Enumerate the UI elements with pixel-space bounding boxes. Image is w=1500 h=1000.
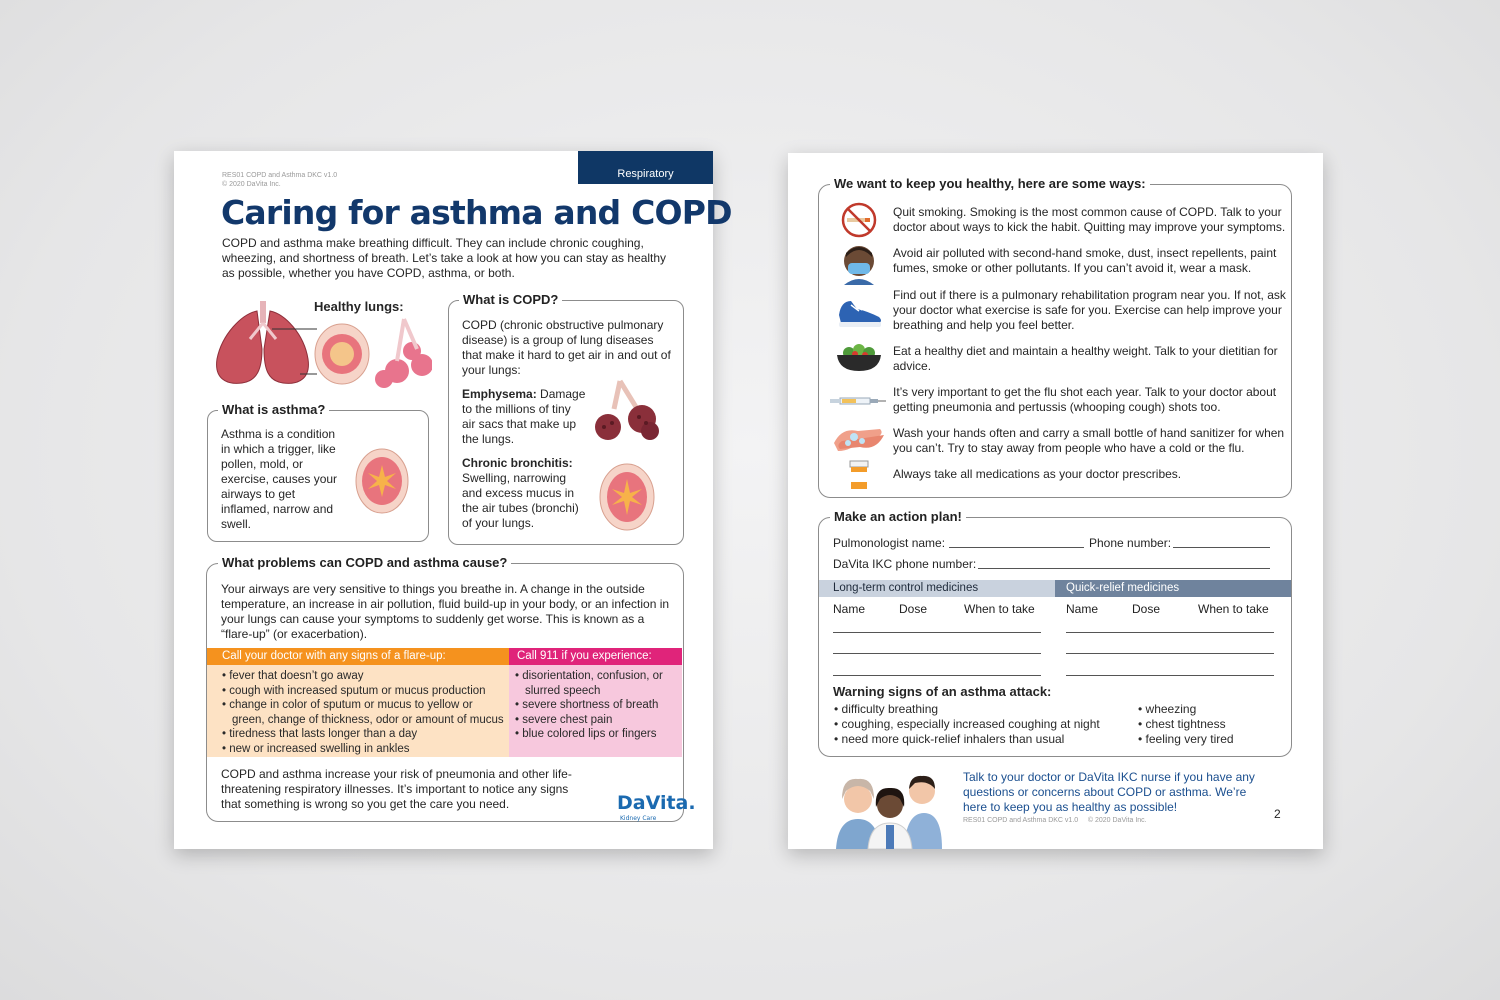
- no-smoking-icon: [839, 201, 879, 239]
- syringe-icon: [828, 393, 886, 409]
- tip-wash-hands: Wash your hands often and carry a small bottle of hand sanitizer for when you can’t. Try to stay away from people who have a cold or the flu.: [893, 426, 1285, 455]
- pill-bottle-icon: [848, 459, 870, 491]
- what-is-asthma-title: What is asthma?: [218, 402, 329, 417]
- tip-medications: Always take all medications as your doctor prescribes.: [893, 467, 1182, 481]
- emphysema-text: Emphysema: Damage to the millions of tiny air sacs that make up the lungs.: [462, 387, 586, 446]
- quick-relief-col-dose: Dose: [1132, 602, 1161, 616]
- quick-relief-col-name: Name: [1066, 602, 1099, 616]
- list-item: • disorientation, confusion, or slurred speech: [515, 670, 663, 697]
- sneaker-icon: [835, 295, 885, 329]
- phone-field[interactable]: [1173, 547, 1270, 548]
- quick-relief-header: Quick-relief medicines: [1055, 580, 1291, 597]
- list-item: • coughing, especially increased coughing at night: [834, 717, 1100, 731]
- tip-quit-smoking: Quit smoking. Smoking is the most common cause of COPD. Talk to your doctor about ways to kick the habit. Quitting may improve your symptoms.: [893, 205, 1286, 234]
- davita-logo-subtitle: Kidney Care: [620, 815, 657, 822]
- handout-page-1: [174, 151, 732, 849]
- what-is-copd-title: What is COPD?: [459, 292, 562, 307]
- pulmonologist-field[interactable]: [949, 547, 1084, 548]
- hand-washing-icon: [832, 421, 886, 457]
- list-item: • wheezing: [1138, 702, 1197, 716]
- list-item: • fever that doesn’t go away: [222, 670, 364, 682]
- list-item: • change in color of sputum or mucus to yellow or green, change of thickness, odor or amount of mucus: [222, 699, 504, 726]
- emphysema-air-sacs-icon: [592, 379, 664, 443]
- long-term-header: Long-term control medicines: [819, 580, 1055, 597]
- category-tab: Respiratory: [578, 151, 713, 184]
- warning-signs-list-left: [834, 702, 1134, 747]
- intro-text: COPD and asthma make breathing difficult. They can include chronic coughing, wheezing, and shortness of breath. Let’s take a look at how you can stay as healthy as possible, whether you have COPD, asthma, or both.: [222, 236, 667, 280]
- inflamed-bronchi-icon: [598, 459, 656, 531]
- handout-page-2: [788, 153, 1323, 849]
- phone-label: Phone number:: [1089, 536, 1172, 550]
- care-team-illustration-icon: [834, 767, 944, 849]
- quick-relief-row-line[interactable]: [1066, 653, 1274, 654]
- list-item: • severe shortness of breath: [515, 699, 659, 711]
- long-term-col-dose: Dose: [899, 602, 928, 616]
- long-term-row-line[interactable]: [833, 675, 1041, 676]
- tip-pulmonary-rehab: Find out if there is a pulmonary rehabilitation program near you. If not, ask your doctor what exercise is safe for you. Exercise can help improve your breathing and help you feel better.: [893, 288, 1286, 332]
- long-term-col-when: When to take: [964, 602, 1035, 616]
- page-number: 2: [1274, 807, 1281, 821]
- face-mask-icon: [840, 243, 878, 285]
- ikc-phone-label: DaVita IKC phone number:: [833, 557, 977, 571]
- list-item: • feeling very tired: [1138, 732, 1234, 746]
- list-item: • tiredness that lasts longer than a day: [222, 728, 418, 740]
- copyright: © 2020 DaVita Inc.: [222, 181, 281, 188]
- quick-relief-row-line[interactable]: [1066, 632, 1274, 633]
- what-is-copd-text: COPD (chronic obstructive pulmonary disease) is a group of lung diseases that make it hard to get air in and out of your lungs:: [462, 318, 671, 377]
- list-item: • need more quick-relief inhalers than usual: [834, 732, 1065, 746]
- healthy-lungs-illustration-icon: [212, 299, 432, 389]
- what-is-asthma-text: Asthma is a condition in which a trigger, like pollen, mold, or exercise, causes your airways to get inflamed, narrow and swell.: [221, 427, 338, 531]
- quick-relief-col-when: When to take: [1198, 602, 1269, 616]
- healthy-ways-title: We want to keep you healthy, here are some ways:: [830, 176, 1150, 191]
- davita-logo: DaVita.: [617, 792, 696, 814]
- problems-title: What problems can COPD and asthma cause?: [218, 555, 511, 570]
- long-term-col-name: Name: [833, 602, 866, 616]
- list-item: • severe chest pain: [515, 713, 613, 726]
- list-item: • blue colored lips or fingers: [515, 728, 657, 740]
- problems-text: Your airways are very sensitive to things you breathe in. A change in the outside temperature, an increase in air pollution, fluid build-up in your body, or an infection in your lungs can cause your symptoms to suddenly get worse. This is known as a “flare-up” (or exacerbation).: [221, 582, 670, 641]
- inflamed-airway-icon: [354, 443, 410, 515]
- action-plan-title: Make an action plan!: [830, 509, 966, 524]
- call-911-header: Call 911 if you experience:: [509, 648, 682, 665]
- chronic-bronchitis-text: Chronic bronchitis: Swelling, narrowing and excess mucus in the air tubes (bronchi) of your lungs.: [462, 456, 579, 530]
- long-term-row-line[interactable]: [833, 632, 1041, 633]
- list-item: • new or increased swelling in ankles: [222, 742, 410, 755]
- document-code: RES01 COPD and Asthma DKC v1.0: [222, 172, 338, 179]
- ikc-phone-field[interactable]: [978, 568, 1270, 569]
- closing-message: Talk to your doctor or DaVita IKC nurse if you have any questions or concerns about COPD or asthma. We’re here to keep you as healthy as possible!: [963, 770, 1255, 814]
- list-item: • cough with increased sputum or mucus production: [222, 684, 486, 697]
- long-term-row-line[interactable]: [833, 653, 1041, 654]
- document-code: RES01 COPD and Asthma DKC v1.0 © 2020 DaVita Inc.: [963, 817, 1147, 824]
- call-911-list: [515, 669, 677, 742]
- tip-healthy-diet: Eat a healthy diet and maintain a healthy weight. Talk to your dietitian for advice.: [893, 344, 1278, 373]
- list-item: • difficulty breathing: [834, 702, 939, 716]
- risk-text: COPD and asthma increase your risk of pneumonia and other life-threatening respiratory illnesses. It’s important to notice any signs that something is wrong so you get the care you need.: [221, 767, 572, 811]
- call-doctor-header: Call your doctor with any signs of a flare-up:: [207, 648, 509, 665]
- salad-bowl-icon: [835, 341, 883, 373]
- tip-avoid-pollution: Avoid air polluted with second-hand smoke, dust, insect repellents, paint fumes, smoke or other pollutants. If you can’t avoid it, wear a mask.: [893, 246, 1277, 275]
- warning-signs-list-right: [1138, 702, 1278, 747]
- tip-flu-shot: It’s very important to get the flu shot each year. Talk to your doctor about getting pneumonia and pertussis (whooping cough) shots too.: [893, 385, 1277, 414]
- healthy-lungs-label: Healthy lungs:: [314, 299, 404, 314]
- warning-signs-title: Warning signs of an asthma attack:: [833, 684, 1052, 699]
- call-doctor-list: [222, 669, 506, 756]
- pulmonologist-label: Pulmonologist name:: [833, 536, 946, 550]
- list-item: • chest tightness: [1138, 717, 1226, 731]
- quick-relief-row-line[interactable]: [1066, 675, 1274, 676]
- page-title: Caring for asthma and COPD: [221, 193, 732, 232]
